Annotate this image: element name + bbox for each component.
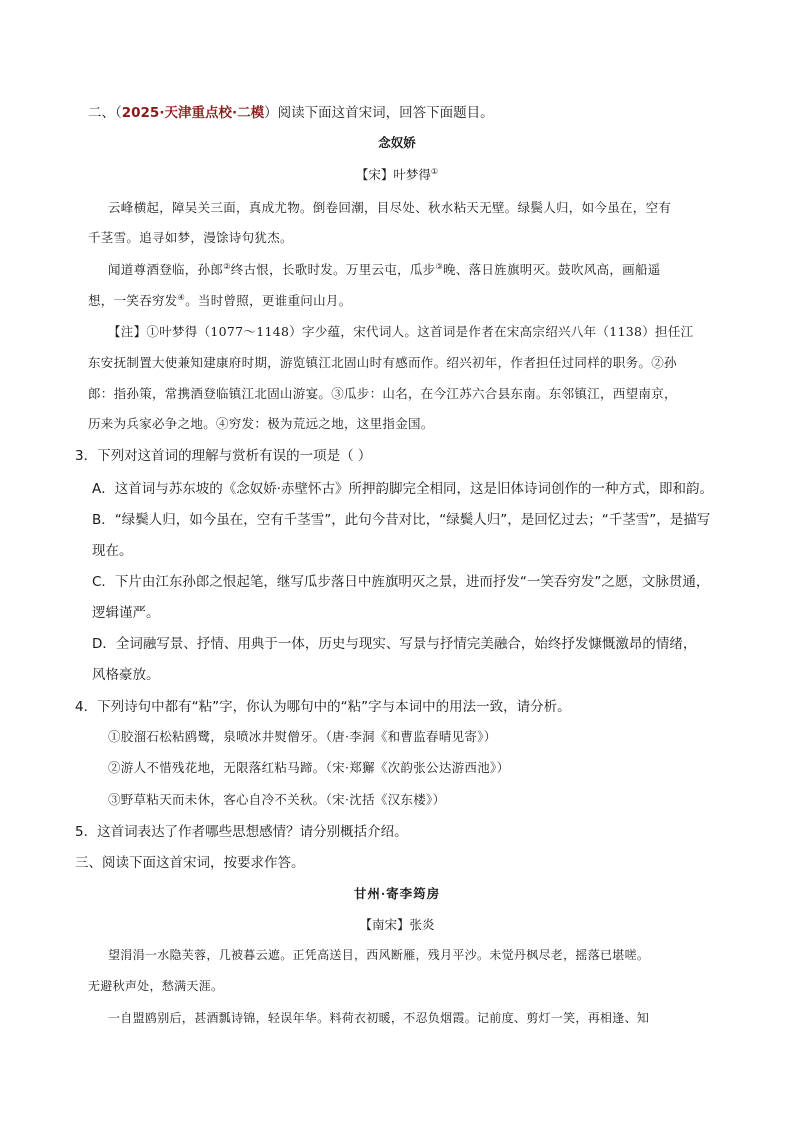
poem-2-line-1: 望涓涓一水隐芙蓉，几被暮云遮。正凭高送目，西风断雁，残月平沙。未觉丹枫尽老，摇落已堪嗟。 xyxy=(108,948,650,962)
poem-1-author xyxy=(0,165,794,183)
poem-2-line-3: 一自盟鸥别后，甚酒瓢诗锦，轻误年华。料荷衣初暖，不忍负烟霞。记前度、剪灯一笑，再相逢、知 xyxy=(108,1011,650,1025)
question-4-stem: 4．下列诗句中都有“粘”字，你认为哪句中的“粘”字与本词中的用法一致，请分析。 xyxy=(75,699,571,715)
poem-1-line-2: 千茎雪。追寻如梦，漫馀诗句犹杰。 xyxy=(88,230,293,245)
poem-2-line-2: 无避秋声处，愁满天涯。 xyxy=(88,979,224,993)
section-2-heading xyxy=(88,101,494,121)
poem-2-title: 甘州·寄李筠房 xyxy=(353,886,441,901)
section-2-source: 2025·天津重点校·二模 xyxy=(121,105,265,121)
poem-1-line-3: 闻道尊酒登临，孙郎②终古恨，长歌时发。万里云屯，瓜步③晚、落日旌旗明灭。鼓吹风高，画船遥 xyxy=(108,261,661,277)
question-4-item-2: ②游人不惜残花地，无限落红粘马蹄。（宋·郑獬《次韵张公达游西池》） xyxy=(108,760,510,775)
poem-1-line-4: 想，一笑吞穷发④。当时曾照，更谁重问山月。 xyxy=(88,292,352,308)
question-3-option-d: D．全词融写景、抒情、用典于一体，历史与现实、写景与抒情完美融合，始终抒发慷慨激昂的情绪， xyxy=(92,636,697,652)
question-3-stem: 3．下列对这首词的理解与赏析有误的一项是（ ） xyxy=(75,448,372,464)
note-mark-2: ② xyxy=(223,261,231,271)
section-2-prefix: 二、（ xyxy=(88,105,122,121)
note-mark-3: ③ xyxy=(435,261,443,271)
poem-1-note-1: 【注】①叶梦得（1077～1148）字少蕴，宋代词人。这首词是作者在宋高宗绍兴八年（1138）担任江 xyxy=(108,324,694,339)
poem-1-title: 念奴娇 xyxy=(378,135,416,150)
question-3-option-c-cont: 逻辑谨严。 xyxy=(92,605,160,621)
question-3-option-b-cont: 现在。 xyxy=(92,543,133,559)
poem-1-author-note-mark: ① xyxy=(430,166,439,176)
question-3-option-c: C．下片由江东孙郎之恨起笔，继写瓜步落日中旌旗明灭之景，进而抒发“一笑吞穷发”之愿，文脉贯通， xyxy=(92,574,710,590)
question-4-item-3: ③野草粘天而未休，客心自冷不关秋。（宋·沈括《汉东楼》） xyxy=(108,792,446,807)
question-4-item-1: ①胶溜石松粘鸥鹭，泉喷冰井熨僧牙。（唐·李洞《和曹监春晴见寄》） xyxy=(108,729,497,744)
poem-1-note-4: 历来为兵家必争之地。④穷发：极为荒远之地，这里指金国。 xyxy=(88,416,434,431)
poem-1-note-3: 郎：指孙策，常携酒登临镇江北固山游宴。③瓜步：山名，在今江苏六合县东南。东邻镇江，西望南京， xyxy=(88,386,677,401)
section-2-instruction: ）阅读下面这首宋词，回答下面题目。 xyxy=(264,105,494,121)
poem-1-author-name: 【宋】叶梦得 xyxy=(355,167,431,182)
question-3-option-d-cont: 风格豪放。 xyxy=(92,667,160,683)
note-mark-4: ④ xyxy=(177,292,186,302)
section-3-heading: 三、阅读下面这首宋词，按要求作答。 xyxy=(75,855,305,871)
question-3-option-a: A．这首词与苏东坡的《念奴娇·赤壁怀古》所押韵脚完全相同，这是旧体诗词创作的一种方式，即和韵。 xyxy=(92,481,714,497)
question-3-option-b: B．“绿鬓人归，如今虽在，空有千茎雪”，此句今昔对比，“绿鬓人归”，是回忆过去；“千茎雪”，是描写 xyxy=(92,512,711,528)
question-5-stem: 5．这首词表达了作者哪些思想感情？请分别概括介绍。 xyxy=(75,824,408,840)
poem-1-line-1: 云峰横起，障吴关三面，真成尤物。倒卷回潮，目尽处、秋水粘天无壁。绿鬓人归，如今虽在，空有 xyxy=(108,200,672,215)
poem-1-note-2: 东安抚制置大使兼知建康府时期，游览镇江北固山时有感而作。绍兴初年，作者担任过同样的职务。②孙 xyxy=(88,355,677,370)
poem-2-author: 【南宋】张炎 xyxy=(359,917,435,932)
